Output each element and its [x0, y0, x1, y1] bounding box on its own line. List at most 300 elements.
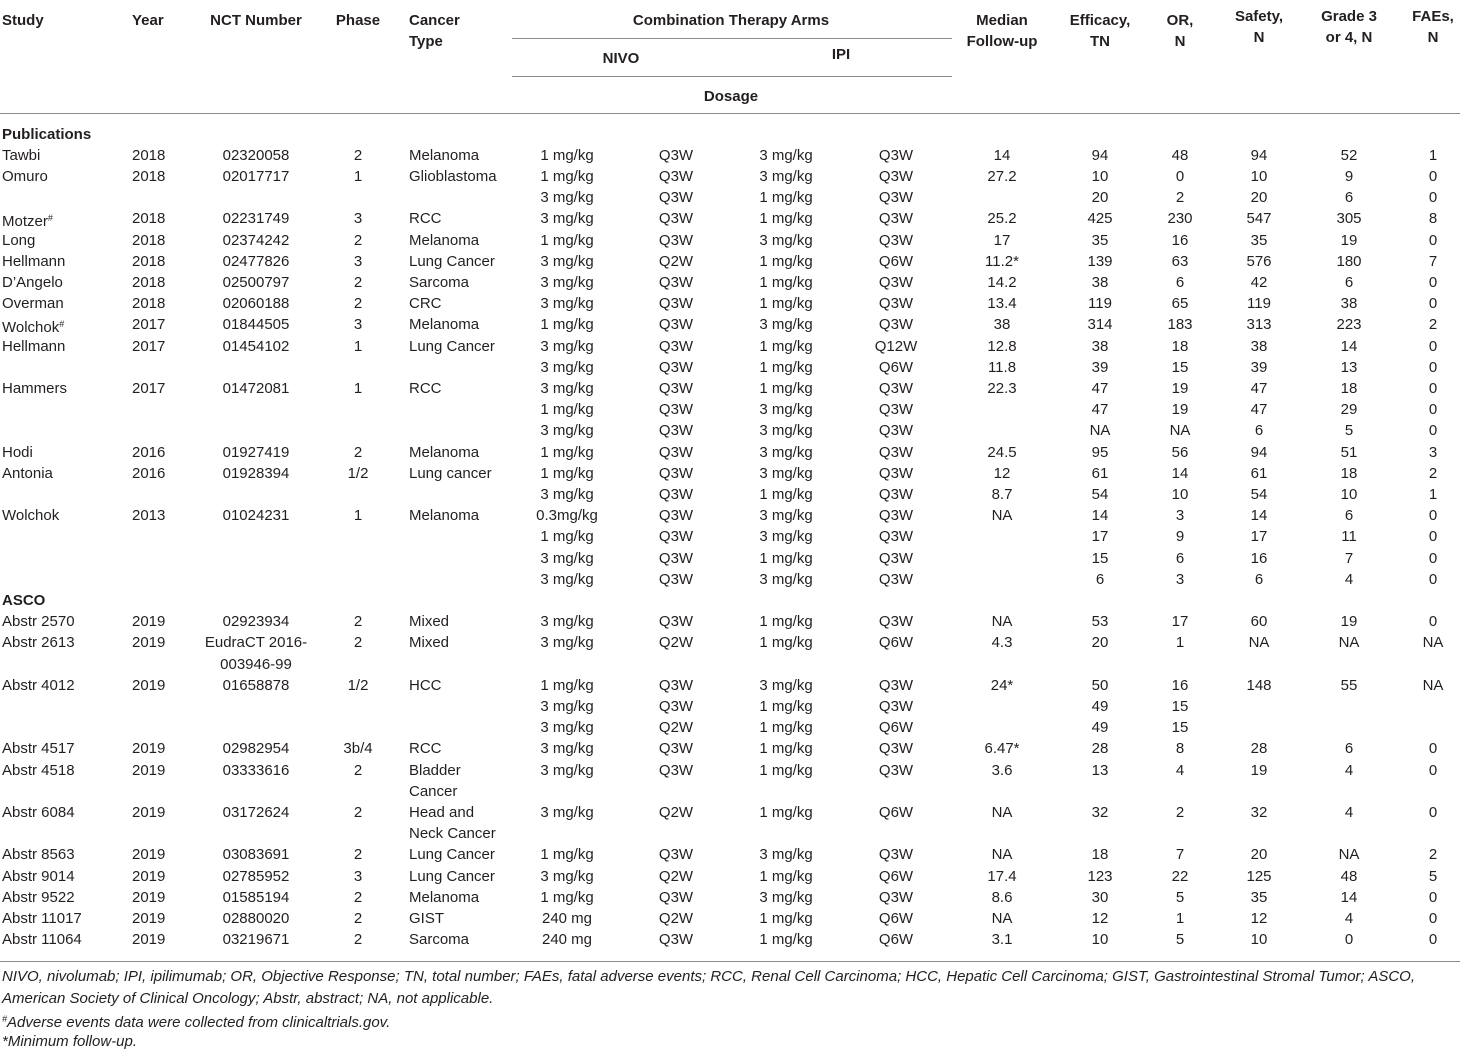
cell-phase: 2 — [353, 295, 363, 313]
cell-nct: 03172624 — [222, 803, 290, 821]
cell-cancer: Neck Cancer — [409, 825, 496, 843]
cell-efficacy: 61 — [1091, 464, 1109, 482]
cell-or: 65 — [1171, 295, 1189, 313]
cell-phase: 2 — [353, 803, 363, 821]
cell-ipi-sched: Q3W — [878, 422, 914, 440]
cell-grade: 38 — [1340, 295, 1358, 313]
cell-ipi-dose: 1 mg/kg — [759, 613, 813, 631]
header-cancer-type: Type — [409, 33, 443, 50]
cell-faes: 0 — [1428, 888, 1438, 906]
cell-ipi-sched: Q6W — [878, 252, 914, 270]
cell-efficacy: 39 — [1091, 358, 1109, 376]
cell-ipi-dose: 1 mg/kg — [759, 740, 813, 758]
cell-phase: 3 — [353, 316, 363, 334]
cell-ipi-dose: 3 mg/kg — [759, 316, 813, 334]
cell-ipi-dose: 3 mg/kg — [759, 464, 813, 482]
cell-ipi-dose: 1 mg/kg — [759, 210, 813, 228]
cell-or: 1 — [1175, 634, 1185, 652]
cell-nivo-sched: Q3W — [658, 316, 694, 334]
cell-or: 63 — [1171, 252, 1189, 270]
cell-or: 2 — [1175, 803, 1185, 821]
cell-cancer: Melanoma — [409, 888, 480, 906]
cell-year: 2018 — [132, 273, 166, 291]
cell-faes: 2 — [1428, 464, 1438, 482]
cell-ipi-dose: 1 mg/kg — [759, 252, 813, 270]
cell-study: Abstr 6084 — [2, 803, 75, 821]
cell-grade: 6 — [1344, 740, 1354, 758]
cell-or: 1 — [1175, 909, 1185, 927]
cell-nivo-sched: Q3W — [658, 931, 694, 949]
cell-nivo-dose: 1 mg/kg — [540, 167, 594, 185]
cell-or: 17 — [1171, 613, 1189, 631]
cell-or: NA — [1169, 422, 1191, 440]
cell-cancer: Melanoma — [409, 507, 480, 525]
cell-efficacy: 49 — [1091, 719, 1109, 737]
cell-or: 2 — [1175, 189, 1185, 207]
cell-faes: 0 — [1428, 273, 1438, 291]
cell-efficacy: 15 — [1091, 549, 1109, 567]
cell-nivo-dose: 1 mg/kg — [540, 146, 594, 164]
cell-study: Wolchok — [2, 507, 60, 525]
cell-nct: 02231749 — [222, 210, 290, 228]
cell-or: 7 — [1175, 846, 1185, 864]
cell-study: Abstr 2570 — [2, 613, 75, 631]
cell-study: Antonia — [2, 464, 53, 482]
cell-nivo-sched: Q3W — [658, 273, 694, 291]
cell-nivo-dose: 3 mg/kg — [540, 761, 594, 779]
cell-safety: 10 — [1250, 931, 1268, 949]
cell-grade: 5 — [1344, 422, 1354, 440]
cell-cancer: Melanoma — [409, 231, 480, 249]
cell-nivo-dose: 3 mg/kg — [540, 570, 594, 588]
cell-nivo-dose: 1 mg/kg — [540, 443, 594, 461]
cell-cancer: Lung cancer — [409, 464, 492, 482]
cell-nivo-dose: 1 mg/kg — [540, 676, 594, 694]
cell-efficacy: 14 — [1091, 507, 1109, 525]
cell-phase: 2 — [353, 909, 363, 927]
cell-faes: 0 — [1428, 740, 1438, 758]
header-grade-3-or-4: or 4, N — [1325, 29, 1373, 46]
cell-nivo-dose: 240 mg — [541, 909, 593, 927]
cell-nivo-sched: Q3W — [658, 528, 694, 546]
cell-grade: 55 — [1340, 676, 1358, 694]
cell-nivo-dose: 1 mg/kg — [540, 888, 594, 906]
footnote: NIVO, nivolumab; IPI, ipilimumab; OR, Objective Response; TN, total number; FAEs, fatal adverse events; RCC, Renal Cell Carcinoma; HCC, Hepatic Cell Carcinoma; GIST, Gastrointestinal Stromal Tumor; ASCO, — [2, 968, 1415, 985]
cell-phase: 2 — [353, 634, 363, 652]
cell-phase: 2 — [353, 888, 363, 906]
cell-efficacy: 17 — [1091, 528, 1109, 546]
cell-followup: 17.4 — [987, 867, 1017, 885]
cell-nivo-sched: Q2W — [658, 909, 694, 927]
cell-ipi-dose: 1 mg/kg — [759, 337, 813, 355]
cell-safety: 547 — [1246, 210, 1272, 228]
cell-followup: 13.4 — [987, 295, 1017, 313]
cell-nivo-dose: 3 mg/kg — [540, 719, 594, 737]
cell-efficacy: 314 — [1087, 316, 1113, 334]
cell-faes: 1 — [1428, 485, 1438, 503]
cell-safety: 14 — [1250, 507, 1268, 525]
header-grade-3-or-4: Grade 3 — [1321, 8, 1377, 25]
cell-grade: 13 — [1340, 358, 1358, 376]
cell-phase: 2 — [353, 931, 363, 949]
cell-nivo-dose: 1 mg/kg — [540, 401, 594, 419]
cell-cancer: Lung Cancer — [409, 337, 495, 355]
cell-nivo-dose: 1 mg/kg — [540, 528, 594, 546]
cell-nivo-dose: 1 mg/kg — [540, 231, 594, 249]
cell-nivo-dose: 240 mg — [541, 931, 593, 949]
cell-year: 2019 — [132, 803, 166, 821]
cell-year: 2019 — [132, 931, 166, 949]
header-nivo: NIVO — [602, 50, 640, 67]
cell-faes: 0 — [1428, 613, 1438, 631]
cell-study: Hodi — [2, 443, 33, 461]
cell-ipi-sched: Q3W — [878, 613, 914, 631]
cell-ipi-dose: 1 mg/kg — [759, 358, 813, 376]
cell-cancer: Melanoma — [409, 146, 480, 164]
cell-ipi-sched: Q3W — [878, 401, 914, 419]
cell-safety: 119 — [1247, 295, 1271, 313]
cell-cancer: Lung Cancer — [409, 846, 495, 864]
cell-ipi-dose: 1 mg/kg — [759, 697, 813, 715]
cell-faes: 0 — [1428, 761, 1438, 779]
cell-safety: 61 — [1250, 464, 1268, 482]
cell-nivo-sched: Q3W — [658, 189, 694, 207]
cell-cancer: RCC — [409, 210, 442, 228]
cell-safety: 20 — [1250, 846, 1268, 864]
cell-faes: 0 — [1428, 528, 1438, 546]
cell-ipi-dose: 1 mg/kg — [759, 634, 813, 652]
cell-phase: 1 — [353, 167, 363, 185]
cell-or: 230 — [1167, 210, 1193, 228]
cell-year: 2018 — [132, 231, 166, 249]
cell-nivo-dose: 1 mg/kg — [540, 316, 594, 334]
cell-phase: 1 — [353, 337, 363, 355]
cell-ipi-dose: 3 mg/kg — [759, 231, 813, 249]
cell-grade: 51 — [1340, 443, 1358, 461]
cell-grade: 4 — [1344, 909, 1354, 927]
cell-safety: 19 — [1250, 761, 1268, 779]
cell-ipi-dose: 1 mg/kg — [759, 719, 813, 737]
cell-or: 56 — [1171, 443, 1189, 461]
cell-ipi-sched: Q3W — [878, 507, 914, 525]
cell-or: 18 — [1171, 337, 1189, 355]
cell-or: 5 — [1175, 931, 1185, 949]
cell-followup: 14.2 — [987, 273, 1017, 291]
cell-cancer: CRC — [409, 295, 442, 313]
cell-faes: 0 — [1428, 931, 1438, 949]
cell-faes: 0 — [1428, 803, 1438, 821]
cell-nct: 01658878 — [222, 676, 290, 694]
cell-faes: 8 — [1428, 210, 1438, 228]
cell-ipi-dose: 3 mg/kg — [759, 443, 813, 461]
cell-study: Long — [2, 231, 36, 249]
cell-faes: NA — [1422, 634, 1444, 652]
cell-efficacy: 119 — [1088, 295, 1112, 313]
cell-or: 16 — [1171, 676, 1189, 694]
cell-grade: 9 — [1344, 167, 1354, 185]
cell-faes: 5 — [1428, 867, 1438, 885]
cell-cancer: GIST — [409, 909, 445, 927]
cell-faes: 0 — [1428, 337, 1438, 355]
cell-year: 2016 — [132, 443, 166, 461]
header-safety-n: Safety, — [1234, 8, 1284, 25]
cell-nct: 02500797 — [222, 273, 290, 291]
cell-nct: 02017717 — [222, 167, 290, 185]
header-or-n: N — [1174, 33, 1186, 50]
cell-or: 16 — [1171, 231, 1189, 249]
cell-ipi-dose: 3 mg/kg — [759, 570, 813, 588]
cell-cancer: Lung Cancer — [409, 867, 495, 885]
cell-safety: 47 — [1250, 379, 1268, 397]
cell-grade: 18 — [1340, 464, 1358, 482]
cell-followup: 14 — [993, 146, 1011, 164]
cell-safety: 12 — [1250, 909, 1268, 927]
cell-ipi-dose: 1 mg/kg — [759, 549, 813, 567]
cell-phase: 1 — [353, 379, 363, 397]
cell-grade: 52 — [1340, 146, 1358, 164]
cell-ipi-dose: 3 mg/kg — [759, 676, 813, 694]
cell-grade: 0 — [1344, 931, 1354, 949]
cell-or: 15 — [1171, 697, 1189, 715]
cell-safety: 16 — [1250, 549, 1268, 567]
cell-ipi-sched: Q3W — [878, 761, 914, 779]
cell-or: 0 — [1175, 167, 1185, 185]
cell-or: 6 — [1175, 549, 1185, 567]
cell-cancer: RCC — [409, 740, 442, 758]
header-safety-n: N — [1253, 29, 1265, 46]
cell-ipi-dose: 3 mg/kg — [759, 167, 813, 185]
cell-efficacy: 53 — [1091, 613, 1109, 631]
cell-year: 2016 — [132, 464, 166, 482]
cell-cancer: Mixed — [409, 634, 450, 652]
cell-grade: 4 — [1344, 803, 1354, 821]
cell-or: 48 — [1171, 146, 1189, 164]
cell-or: 9 — [1175, 528, 1185, 546]
cell-nivo-dose: 1 mg/kg — [540, 464, 594, 482]
cell-safety: 313 — [1246, 316, 1272, 334]
cell-nct: 01585194 — [222, 888, 290, 906]
cell-followup: 6.47* — [984, 740, 1020, 758]
cell-year: 2017 — [132, 337, 166, 355]
cell-faes: 0 — [1428, 231, 1438, 249]
cell-nivo-sched: Q3W — [658, 167, 694, 185]
cell-safety: 17 — [1250, 528, 1268, 546]
cell-safety: 125 — [1246, 867, 1272, 885]
cell-nivo-dose: 3 mg/kg — [540, 485, 594, 503]
cell-ipi-sched: Q6W — [878, 719, 914, 737]
cell-cancer: Sarcoma — [409, 931, 470, 949]
cell-ipi-sched: Q3W — [878, 697, 914, 715]
cell-nivo-sched: Q3W — [658, 337, 694, 355]
cell-ipi-dose: 3 mg/kg — [759, 422, 813, 440]
header-nct-number: NCT Number — [210, 12, 302, 29]
cell-nivo-sched: Q3W — [658, 146, 694, 164]
cell-nct: 02320058 — [222, 146, 290, 164]
cell-nivo-sched: Q3W — [658, 485, 694, 503]
cell-ipi-dose: 3 mg/kg — [759, 888, 813, 906]
cell-followup: NA — [991, 613, 1013, 631]
cell-safety: 38 — [1250, 337, 1268, 355]
cell-efficacy: 139 — [1087, 252, 1113, 270]
cell-efficacy: 13 — [1091, 761, 1109, 779]
cell-phase: 1/2 — [347, 676, 369, 694]
cell-or: 8 — [1175, 740, 1185, 758]
cell-safety: 60 — [1250, 613, 1268, 631]
cell-ipi-sched: Q3W — [878, 464, 914, 482]
cell-or: 19 — [1171, 401, 1189, 419]
cell-safety: 94 — [1250, 146, 1268, 164]
cell-ipi-dose: 1 mg/kg — [759, 931, 813, 949]
cell-ipi-dose: 3 mg/kg — [759, 846, 813, 864]
cell-faes: 3 — [1428, 443, 1438, 461]
cell-nct: 02785952 — [222, 867, 290, 885]
header-cancer-type: Cancer — [409, 12, 460, 29]
cell-efficacy: 425 — [1087, 210, 1113, 228]
cell-nivo-sched: Q3W — [658, 231, 694, 249]
cell-followup: 8.7 — [991, 485, 1013, 503]
cell-ipi-dose: 1 mg/kg — [759, 379, 813, 397]
cell-ipi-sched: Q3W — [878, 846, 914, 864]
cell-cancer: HCC — [409, 676, 442, 694]
cell-ipi-sched: Q3W — [878, 146, 914, 164]
cell-efficacy: 30 — [1091, 888, 1109, 906]
cell-nivo-sched: Q3W — [658, 358, 694, 376]
cell-year: 2019 — [132, 740, 166, 758]
cell-faes: 0 — [1428, 167, 1438, 185]
section-title: Publications — [2, 125, 92, 143]
cell-faes: 0 — [1428, 549, 1438, 567]
cell-phase: 2 — [353, 443, 363, 461]
cell-or: 14 — [1171, 464, 1189, 482]
cell-year: 2018 — [132, 210, 166, 228]
cell-study: Abstr 4012 — [2, 676, 75, 694]
cell-nct: 01454102 — [222, 337, 290, 355]
cell-followup: NA — [991, 803, 1013, 821]
cell-followup: 3.1 — [991, 931, 1013, 949]
cell-or: 4 — [1175, 761, 1185, 779]
cell-followup: 11.2* — [985, 252, 1019, 270]
cell-followup: 38 — [993, 316, 1011, 334]
cell-efficacy: NA — [1089, 422, 1111, 440]
cell-safety: 39 — [1250, 358, 1268, 376]
cell-efficacy: 38 — [1091, 273, 1109, 291]
cell-ipi-sched: Q3W — [878, 676, 914, 694]
cell-study: Abstr 11017 — [2, 909, 82, 927]
cell-efficacy: 38 — [1091, 337, 1109, 355]
cell-phase: 2 — [353, 231, 363, 249]
cell-or: 19 — [1171, 379, 1189, 397]
cell-ipi-dose: 1 mg/kg — [759, 867, 813, 885]
cell-efficacy: 95 — [1091, 443, 1109, 461]
cell-nivo-sched: Q3W — [658, 464, 694, 482]
cell-year: 2019 — [132, 909, 166, 927]
footnote: #Adverse events data were collected from clinicaltrials.gov. — [2, 1014, 391, 1031]
cell-nivo-sched: Q3W — [658, 888, 694, 906]
cell-study: Abstr 4518 — [2, 761, 75, 779]
cell-study: Hellmann — [2, 337, 66, 355]
cell-ipi-sched: Q3W — [878, 295, 914, 313]
cell-year: 2019 — [132, 761, 166, 779]
cell-followup: 24* — [990, 676, 1014, 694]
cell-ipi-dose: 1 mg/kg — [759, 273, 813, 291]
cell-nivo-sched: Q3W — [658, 443, 694, 461]
cell-nct: 01927419 — [222, 443, 290, 461]
cell-nivo-sched: Q3W — [658, 740, 694, 758]
cell-ipi-dose: 3 mg/kg — [759, 528, 813, 546]
cell-followup: 22.3 — [987, 379, 1017, 397]
cell-study: D’Angelo — [2, 273, 63, 291]
header-dosage: Dosage — [703, 88, 759, 105]
cell-followup: 17 — [993, 231, 1011, 249]
cell-nivo-dose: 3 mg/kg — [540, 252, 594, 270]
cell-or: 6 — [1175, 273, 1185, 291]
cell-study: Abstr 9522 — [2, 888, 75, 906]
cell-nivo-sched: Q2W — [658, 252, 694, 270]
cell-nct: 01024231 — [222, 507, 290, 525]
cell-faes: 7 — [1428, 252, 1438, 270]
cell-followup: 3.6 — [991, 761, 1013, 779]
cell-nct: 02982954 — [222, 740, 290, 758]
cell-nivo-sched: Q3W — [658, 846, 694, 864]
cell-nct: 01928394 — [222, 464, 290, 482]
cell-nivo-dose: 3 mg/kg — [540, 379, 594, 397]
cell-nivo-dose: 3 mg/kg — [540, 295, 594, 313]
cell-nivo-dose: 0.3mg/kg — [536, 507, 598, 525]
cell-nct: 003946-99 — [220, 655, 292, 673]
cell-safety: 28 — [1250, 740, 1268, 758]
cell-efficacy: 32 — [1091, 803, 1109, 821]
cell-or: 15 — [1171, 358, 1189, 376]
cell-year: 2018 — [132, 146, 166, 164]
cell-year: 2019 — [132, 867, 166, 885]
cell-ipi-dose: 3 mg/kg — [759, 507, 813, 525]
cell-ipi-sched: Q3W — [878, 167, 914, 185]
cell-followup: 12 — [993, 464, 1011, 482]
cell-grade: 6 — [1344, 273, 1354, 291]
cell-efficacy: 20 — [1091, 634, 1109, 652]
cell-safety: 32 — [1250, 803, 1268, 821]
cell-efficacy: 28 — [1091, 740, 1109, 758]
cell-nivo-sched: Q3W — [658, 761, 694, 779]
cell-faes: 0 — [1428, 422, 1438, 440]
cell-grade: NA — [1338, 846, 1360, 864]
cell-safety: 148 — [1246, 676, 1272, 694]
cell-phase: 1 — [353, 507, 363, 525]
cell-nct: 02880020 — [222, 909, 290, 927]
cell-cancer: Bladder — [409, 761, 461, 779]
cell-safety: 35 — [1250, 231, 1268, 249]
cell-safety: 10 — [1250, 167, 1268, 185]
cell-phase: 3 — [353, 252, 363, 270]
cell-grade: 19 — [1340, 231, 1358, 249]
cell-study: Abstr 4517 — [2, 740, 75, 758]
cell-ipi-sched: Q6W — [878, 634, 914, 652]
cell-followup: 25.2 — [987, 210, 1017, 228]
cell-efficacy: 6 — [1095, 570, 1105, 588]
cell-nivo-sched: Q3W — [658, 210, 694, 228]
cell-grade: 29 — [1340, 401, 1358, 419]
cell-nivo-dose: 3 mg/kg — [540, 189, 594, 207]
cell-phase: 3 — [353, 867, 363, 885]
cell-nivo-sched: Q2W — [658, 867, 694, 885]
cell-efficacy: 35 — [1091, 231, 1109, 249]
cell-safety: 6 — [1254, 570, 1264, 588]
cell-cancer: Sarcoma — [409, 273, 470, 291]
cell-grade: 6 — [1344, 507, 1354, 525]
cell-efficacy: 12 — [1091, 909, 1109, 927]
cell-followup: 4.3 — [991, 634, 1013, 652]
cell-nct: 02477826 — [222, 252, 290, 270]
